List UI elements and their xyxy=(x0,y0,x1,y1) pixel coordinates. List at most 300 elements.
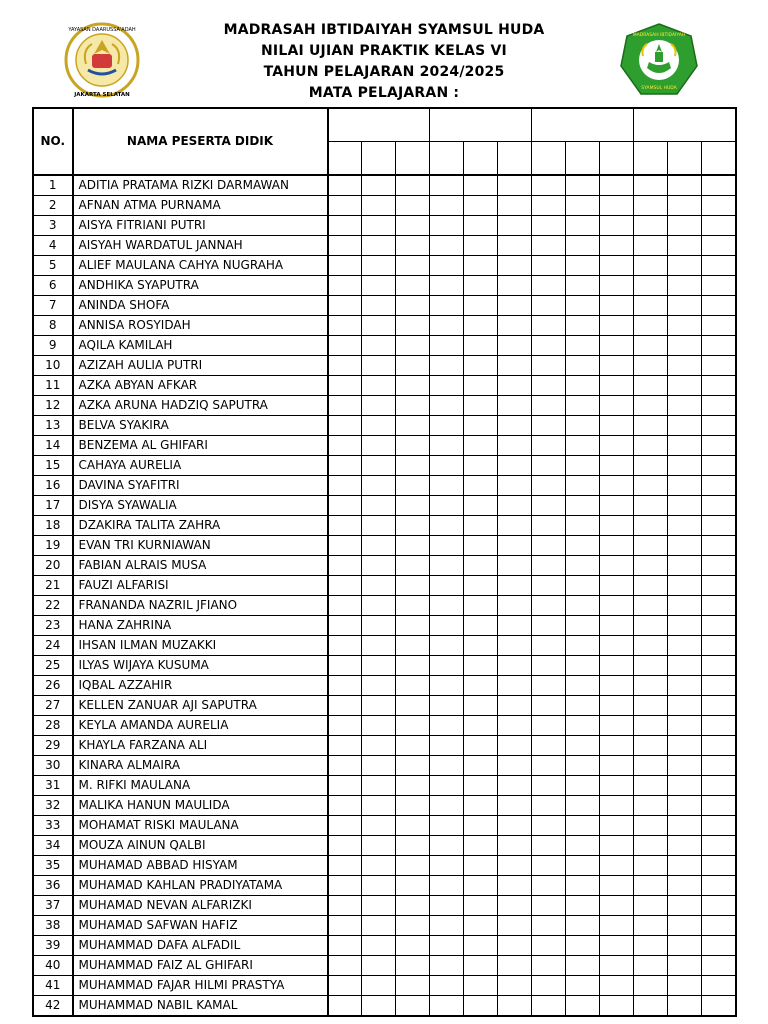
score-cell[interactable] xyxy=(668,335,702,355)
score-cell[interactable] xyxy=(702,695,736,715)
score-cell[interactable] xyxy=(566,475,600,495)
score-cell[interactable] xyxy=(464,295,498,315)
score-cell[interactable] xyxy=(702,495,736,515)
score-cell[interactable] xyxy=(600,915,634,935)
score-cell[interactable] xyxy=(464,875,498,895)
score-cell[interactable] xyxy=(396,255,430,275)
score-cell[interactable] xyxy=(668,375,702,395)
score-cell[interactable] xyxy=(464,375,498,395)
score-cell[interactable] xyxy=(634,175,668,196)
score-cell[interactable] xyxy=(566,195,600,215)
score-cell[interactable] xyxy=(362,515,396,535)
score-cell[interactable] xyxy=(464,855,498,875)
score-cell[interactable] xyxy=(634,935,668,955)
score-cell[interactable] xyxy=(566,515,600,535)
score-cell[interactable] xyxy=(566,235,600,255)
score-cell[interactable] xyxy=(362,495,396,515)
score-cell[interactable] xyxy=(396,995,430,1015)
score-cell[interactable] xyxy=(600,495,634,515)
score-cell[interactable] xyxy=(430,715,464,735)
score-cell[interactable] xyxy=(362,695,396,715)
score-cell[interactable] xyxy=(600,955,634,975)
score-cell[interactable] xyxy=(668,675,702,695)
score-cell[interactable] xyxy=(600,815,634,835)
score-cell[interactable] xyxy=(498,855,532,875)
score-cell[interactable] xyxy=(362,955,396,975)
score-cell[interactable] xyxy=(566,815,600,835)
score-cell[interactable] xyxy=(498,395,532,415)
score-subheader-cell[interactable] xyxy=(600,142,634,175)
score-cell[interactable] xyxy=(634,735,668,755)
score-cell[interactable] xyxy=(532,815,566,835)
score-cell[interactable] xyxy=(634,895,668,915)
score-cell[interactable] xyxy=(702,175,736,196)
score-cell[interactable] xyxy=(396,355,430,375)
score-cell[interactable] xyxy=(328,295,362,315)
score-cell[interactable] xyxy=(328,835,362,855)
score-cell[interactable] xyxy=(668,555,702,575)
score-cell[interactable] xyxy=(600,855,634,875)
score-cell[interactable] xyxy=(634,515,668,535)
score-cell[interactable] xyxy=(328,355,362,375)
score-cell[interactable] xyxy=(498,435,532,455)
score-cell[interactable] xyxy=(668,415,702,435)
score-cell[interactable] xyxy=(396,335,430,355)
score-cell[interactable] xyxy=(396,435,430,455)
score-cell[interactable] xyxy=(600,355,634,375)
score-cell[interactable] xyxy=(430,975,464,995)
score-cell[interactable] xyxy=(498,295,532,315)
score-cell[interactable] xyxy=(532,275,566,295)
score-cell[interactable] xyxy=(634,875,668,895)
score-cell[interactable] xyxy=(362,835,396,855)
score-cell[interactable] xyxy=(566,835,600,855)
score-cell[interactable] xyxy=(498,455,532,475)
score-cell[interactable] xyxy=(668,815,702,835)
score-cell[interactable] xyxy=(702,395,736,415)
score-cell[interactable] xyxy=(600,175,634,196)
score-cell[interactable] xyxy=(566,735,600,755)
score-cell[interactable] xyxy=(600,235,634,255)
score-cell[interactable] xyxy=(532,475,566,495)
score-cell[interactable] xyxy=(634,795,668,815)
score-cell[interactable] xyxy=(668,535,702,555)
score-cell[interactable] xyxy=(362,635,396,655)
score-cell[interactable] xyxy=(702,555,736,575)
score-cell[interactable] xyxy=(430,675,464,695)
score-cell[interactable] xyxy=(532,915,566,935)
score-cell[interactable] xyxy=(566,715,600,735)
score-cell[interactable] xyxy=(532,455,566,475)
score-cell[interactable] xyxy=(498,915,532,935)
score-cell[interactable] xyxy=(498,815,532,835)
score-cell[interactable] xyxy=(532,435,566,455)
score-cell[interactable] xyxy=(430,695,464,715)
score-cell[interactable] xyxy=(532,575,566,595)
score-cell[interactable] xyxy=(362,195,396,215)
score-cell[interactable] xyxy=(498,475,532,495)
score-group-header[interactable] xyxy=(328,109,430,142)
score-cell[interactable] xyxy=(566,975,600,995)
score-cell[interactable] xyxy=(532,235,566,255)
score-cell[interactable] xyxy=(600,775,634,795)
score-cell[interactable] xyxy=(634,595,668,615)
score-cell[interactable] xyxy=(464,255,498,275)
score-cell[interactable] xyxy=(464,275,498,295)
score-cell[interactable] xyxy=(668,495,702,515)
score-cell[interactable] xyxy=(532,715,566,735)
score-cell[interactable] xyxy=(464,235,498,255)
score-cell[interactable] xyxy=(498,975,532,995)
score-cell[interactable] xyxy=(430,315,464,335)
score-cell[interactable] xyxy=(634,555,668,575)
score-cell[interactable] xyxy=(668,275,702,295)
score-cell[interactable] xyxy=(430,275,464,295)
score-cell[interactable] xyxy=(634,835,668,855)
score-cell[interactable] xyxy=(532,495,566,515)
score-cell[interactable] xyxy=(362,575,396,595)
score-cell[interactable] xyxy=(498,175,532,196)
score-cell[interactable] xyxy=(634,355,668,375)
score-cell[interactable] xyxy=(566,695,600,715)
score-cell[interactable] xyxy=(634,395,668,415)
score-cell[interactable] xyxy=(566,415,600,435)
score-cell[interactable] xyxy=(396,295,430,315)
score-cell[interactable] xyxy=(498,735,532,755)
score-cell[interactable] xyxy=(464,995,498,1015)
score-cell[interactable] xyxy=(702,655,736,675)
score-cell[interactable] xyxy=(328,255,362,275)
score-cell[interactable] xyxy=(634,775,668,795)
score-subheader-cell[interactable] xyxy=(702,142,736,175)
score-cell[interactable] xyxy=(464,315,498,335)
score-cell[interactable] xyxy=(600,575,634,595)
score-cell[interactable] xyxy=(464,675,498,695)
score-cell[interactable] xyxy=(328,475,362,495)
score-cell[interactable] xyxy=(396,555,430,575)
score-cell[interactable] xyxy=(702,935,736,955)
score-cell[interactable] xyxy=(634,955,668,975)
score-cell[interactable] xyxy=(328,235,362,255)
score-cell[interactable] xyxy=(702,675,736,695)
score-cell[interactable] xyxy=(634,495,668,515)
score-cell[interactable] xyxy=(396,535,430,555)
score-cell[interactable] xyxy=(566,275,600,295)
score-cell[interactable] xyxy=(464,775,498,795)
score-cell[interactable] xyxy=(328,635,362,655)
score-cell[interactable] xyxy=(430,895,464,915)
score-cell[interactable] xyxy=(362,395,396,415)
score-cell[interactable] xyxy=(396,195,430,215)
score-cell[interactable] xyxy=(328,795,362,815)
score-cell[interactable] xyxy=(328,695,362,715)
score-cell[interactable] xyxy=(430,955,464,975)
score-cell[interactable] xyxy=(634,575,668,595)
score-cell[interactable] xyxy=(328,455,362,475)
score-cell[interactable] xyxy=(532,515,566,535)
score-cell[interactable] xyxy=(396,595,430,615)
score-cell[interactable] xyxy=(362,435,396,455)
score-cell[interactable] xyxy=(430,735,464,755)
score-cell[interactable] xyxy=(634,535,668,555)
score-cell[interactable] xyxy=(396,715,430,735)
score-cell[interactable] xyxy=(634,635,668,655)
score-cell[interactable] xyxy=(668,255,702,275)
score-cell[interactable] xyxy=(430,535,464,555)
score-cell[interactable] xyxy=(600,735,634,755)
score-cell[interactable] xyxy=(634,315,668,335)
score-cell[interactable] xyxy=(328,995,362,1015)
score-cell[interactable] xyxy=(464,615,498,635)
score-cell[interactable] xyxy=(328,595,362,615)
score-cell[interactable] xyxy=(668,635,702,655)
score-cell[interactable] xyxy=(362,775,396,795)
score-cell[interactable] xyxy=(464,595,498,615)
score-cell[interactable] xyxy=(566,675,600,695)
score-cell[interactable] xyxy=(702,235,736,255)
score-cell[interactable] xyxy=(464,175,498,196)
score-group-header[interactable] xyxy=(634,109,736,142)
score-cell[interactable] xyxy=(464,915,498,935)
score-cell[interactable] xyxy=(498,655,532,675)
score-cell[interactable] xyxy=(362,215,396,235)
score-cell[interactable] xyxy=(362,475,396,495)
score-cell[interactable] xyxy=(634,275,668,295)
score-cell[interactable] xyxy=(532,395,566,415)
score-cell[interactable] xyxy=(362,535,396,555)
score-cell[interactable] xyxy=(430,855,464,875)
score-cell[interactable] xyxy=(362,935,396,955)
score-cell[interactable] xyxy=(634,415,668,435)
score-cell[interactable] xyxy=(600,255,634,275)
score-cell[interactable] xyxy=(328,395,362,415)
score-cell[interactable] xyxy=(566,995,600,1015)
score-cell[interactable] xyxy=(498,355,532,375)
score-cell[interactable] xyxy=(566,175,600,196)
score-cell[interactable] xyxy=(702,755,736,775)
score-cell[interactable] xyxy=(430,335,464,355)
score-cell[interactable] xyxy=(702,915,736,935)
score-cell[interactable] xyxy=(566,595,600,615)
score-cell[interactable] xyxy=(634,195,668,215)
score-cell[interactable] xyxy=(430,435,464,455)
score-cell[interactable] xyxy=(532,695,566,715)
score-group-header[interactable] xyxy=(532,109,634,142)
score-cell[interactable] xyxy=(600,455,634,475)
score-cell[interactable] xyxy=(702,455,736,475)
score-cell[interactable] xyxy=(362,975,396,995)
score-cell[interactable] xyxy=(328,335,362,355)
score-cell[interactable] xyxy=(668,795,702,815)
score-cell[interactable] xyxy=(362,995,396,1015)
score-cell[interactable] xyxy=(600,975,634,995)
score-cell[interactable] xyxy=(634,715,668,735)
score-cell[interactable] xyxy=(362,255,396,275)
score-cell[interactable] xyxy=(464,755,498,775)
score-cell[interactable] xyxy=(702,295,736,315)
score-cell[interactable] xyxy=(668,695,702,715)
score-cell[interactable] xyxy=(362,595,396,615)
score-cell[interactable] xyxy=(498,575,532,595)
score-cell[interactable] xyxy=(668,895,702,915)
score-cell[interactable] xyxy=(532,255,566,275)
score-cell[interactable] xyxy=(396,215,430,235)
score-cell[interactable] xyxy=(498,755,532,775)
score-cell[interactable] xyxy=(634,855,668,875)
score-cell[interactable] xyxy=(328,175,362,196)
score-cell[interactable] xyxy=(328,575,362,595)
score-cell[interactable] xyxy=(566,315,600,335)
score-cell[interactable] xyxy=(464,335,498,355)
score-cell[interactable] xyxy=(498,495,532,515)
score-cell[interactable] xyxy=(566,795,600,815)
score-cell[interactable] xyxy=(702,955,736,975)
score-cell[interactable] xyxy=(328,495,362,515)
score-cell[interactable] xyxy=(566,775,600,795)
score-cell[interactable] xyxy=(328,715,362,735)
score-cell[interactable] xyxy=(702,255,736,275)
score-cell[interactable] xyxy=(532,295,566,315)
score-cell[interactable] xyxy=(702,335,736,355)
score-cell[interactable] xyxy=(634,995,668,1015)
score-cell[interactable] xyxy=(464,355,498,375)
score-cell[interactable] xyxy=(532,535,566,555)
score-cell[interactable] xyxy=(668,215,702,235)
score-cell[interactable] xyxy=(498,275,532,295)
score-cell[interactable] xyxy=(396,695,430,715)
score-cell[interactable] xyxy=(532,635,566,655)
score-cell[interactable] xyxy=(328,815,362,835)
score-cell[interactable] xyxy=(702,715,736,735)
score-cell[interactable] xyxy=(634,695,668,715)
score-cell[interactable] xyxy=(668,875,702,895)
score-cell[interactable] xyxy=(532,855,566,875)
score-cell[interactable] xyxy=(362,715,396,735)
score-cell[interactable] xyxy=(668,655,702,675)
score-cell[interactable] xyxy=(430,255,464,275)
score-cell[interactable] xyxy=(668,295,702,315)
score-cell[interactable] xyxy=(600,715,634,735)
score-cell[interactable] xyxy=(464,815,498,835)
score-cell[interactable] xyxy=(532,995,566,1015)
score-cell[interactable] xyxy=(668,355,702,375)
score-cell[interactable] xyxy=(362,455,396,475)
score-cell[interactable] xyxy=(702,635,736,655)
score-cell[interactable] xyxy=(668,575,702,595)
score-cell[interactable] xyxy=(668,435,702,455)
score-cell[interactable] xyxy=(430,615,464,635)
score-subheader-cell[interactable] xyxy=(668,142,702,175)
score-cell[interactable] xyxy=(430,235,464,255)
score-cell[interactable] xyxy=(532,895,566,915)
score-cell[interactable] xyxy=(430,455,464,475)
score-cell[interactable] xyxy=(430,795,464,815)
score-cell[interactable] xyxy=(362,355,396,375)
score-cell[interactable] xyxy=(396,895,430,915)
score-cell[interactable] xyxy=(634,295,668,315)
score-cell[interactable] xyxy=(566,955,600,975)
score-group-header[interactable] xyxy=(430,109,532,142)
score-cell[interactable] xyxy=(566,255,600,275)
score-cell[interactable] xyxy=(498,935,532,955)
score-cell[interactable] xyxy=(600,795,634,815)
score-cell[interactable] xyxy=(328,615,362,635)
score-cell[interactable] xyxy=(430,395,464,415)
score-cell[interactable] xyxy=(430,935,464,955)
score-cell[interactable] xyxy=(498,875,532,895)
score-cell[interactable] xyxy=(328,915,362,935)
score-cell[interactable] xyxy=(396,495,430,515)
score-cell[interactable] xyxy=(430,555,464,575)
score-subheader-cell[interactable] xyxy=(396,142,430,175)
score-cell[interactable] xyxy=(498,795,532,815)
score-cell[interactable] xyxy=(328,975,362,995)
score-cell[interactable] xyxy=(430,375,464,395)
score-cell[interactable] xyxy=(498,375,532,395)
score-cell[interactable] xyxy=(668,395,702,415)
score-cell[interactable] xyxy=(634,435,668,455)
score-cell[interactable] xyxy=(668,195,702,215)
score-cell[interactable] xyxy=(668,455,702,475)
score-cell[interactable] xyxy=(498,215,532,235)
score-cell[interactable] xyxy=(396,855,430,875)
score-cell[interactable] xyxy=(532,775,566,795)
score-subheader-cell[interactable] xyxy=(464,142,498,175)
score-cell[interactable] xyxy=(668,975,702,995)
score-cell[interactable] xyxy=(566,215,600,235)
score-cell[interactable] xyxy=(396,815,430,835)
score-cell[interactable] xyxy=(634,675,668,695)
score-cell[interactable] xyxy=(328,275,362,295)
score-cell[interactable] xyxy=(566,395,600,415)
score-cell[interactable] xyxy=(328,755,362,775)
score-cell[interactable] xyxy=(498,335,532,355)
score-cell[interactable] xyxy=(464,895,498,915)
score-cell[interactable] xyxy=(328,735,362,755)
score-cell[interactable] xyxy=(566,615,600,635)
score-cell[interactable] xyxy=(464,575,498,595)
score-cell[interactable] xyxy=(328,955,362,975)
score-cell[interactable] xyxy=(566,935,600,955)
score-cell[interactable] xyxy=(532,415,566,435)
score-cell[interactable] xyxy=(362,915,396,935)
score-cell[interactable] xyxy=(532,375,566,395)
score-cell[interactable] xyxy=(600,475,634,495)
score-cell[interactable] xyxy=(328,315,362,335)
score-cell[interactable] xyxy=(464,655,498,675)
score-cell[interactable] xyxy=(464,835,498,855)
score-cell[interactable] xyxy=(668,835,702,855)
score-cell[interactable] xyxy=(532,615,566,635)
score-cell[interactable] xyxy=(498,995,532,1015)
score-cell[interactable] xyxy=(464,535,498,555)
score-cell[interactable] xyxy=(702,215,736,235)
score-cell[interactable] xyxy=(328,415,362,435)
score-cell[interactable] xyxy=(566,855,600,875)
score-cell[interactable] xyxy=(600,515,634,535)
score-cell[interactable] xyxy=(328,675,362,695)
score-cell[interactable] xyxy=(430,655,464,675)
score-cell[interactable] xyxy=(600,615,634,635)
score-cell[interactable] xyxy=(464,795,498,815)
score-cell[interactable] xyxy=(634,255,668,275)
score-cell[interactable] xyxy=(396,955,430,975)
score-cell[interactable] xyxy=(362,655,396,675)
score-cell[interactable] xyxy=(430,915,464,935)
score-subheader-cell[interactable] xyxy=(328,142,362,175)
score-cell[interactable] xyxy=(430,995,464,1015)
score-cell[interactable] xyxy=(634,455,668,475)
